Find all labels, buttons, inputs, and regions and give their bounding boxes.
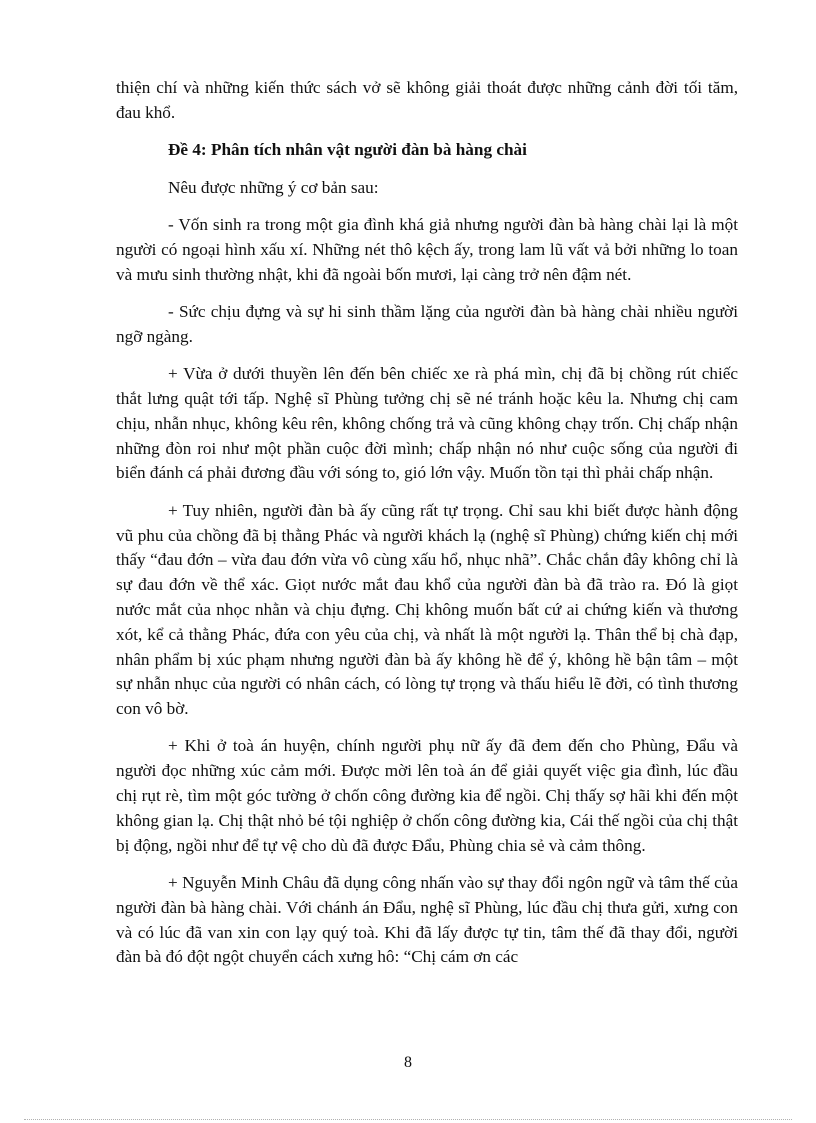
paragraph-court: + Khi ở toà án huyện, chính người phụ nữ ấy đã đem đến cho Phùng, Đẩu và người đọc những xúc cảm mới. Được mời lên toà án để giải quyết việc gia đình, lúc đầu chị rụt rè, tìm một góc tường ở chốn công đường kia để ngồi. Chị thấy sợ hãi khi đến một không gian lạ. Chị thật nhỏ bé tội nghiệp ở chốn công đường kia, Cái thế ngồi của chị thật bị động, ngồi như để tự vệ cho dù đã được Đẩu, Phùng chia sẻ và cảm thông. bbox=[116, 736, 738, 855]
paragraph-beating: + Vừa ở dưới thuyền lên đến bên chiếc xe rà phá mìn, chị đã bị chồng rút chiếc thắt lưng quật tới tấp. Nghệ sĩ Phùng tưởng chị sẽ né tránh hoặc kêu la. Nhưng chị cam chịu, nhẫn nhục, không kêu rên, không chống trả và cũng không chạy trốn. Chị chấp nhận những đòn roi như một phần cuộc đời mình; chấp nhận nó như cuộc sống của người đi biển đánh cá phải đương đầu với sóng to, gió lớn vậy. Muốn tồn tại thì phải chấp nhận. bbox=[116, 364, 738, 483]
page-body bbox=[116, 76, 738, 983]
paragraph-endurance: - Sức chịu đựng và sự hi sinh thầm lặng của người đàn bà hàng chài nhiều người ngỡ ngàng. bbox=[116, 301, 738, 346]
paragraph-self-respect: + Tuy nhiên, người đàn bà ấy cũng rất tự trọng. Chỉ sau khi biết được hành động vũ phu của chồng đã bị thằng Phác và người khách lạ (nghệ sĩ Phùng) chứng kiến chị mới thấy “đau đớn – vừa đau đớn vừa vô cùng xấu hổ, nhục nhã”. Chắc chắn đây không chỉ là sự đau đớn về thể xác. Giọt nước mắt đau khổ của người đàn bà đã trào ra. Đó là giọt nước mắt của nhọc nhằn và chịu đựng. Chị không muốn bất cứ ai chứng kiến và thương xót, kể cả thằng Phác, đứa con yêu của chị, và nhất là một người lạ. Thân thể bị chà đạp, nhân phẩm bị xúc phạm nhưng người đàn bà ấy không hề để ý, không hề bận tâm – một sự nhẫn nhục của người có nhân cách, có lòng tự trọng và thấu hiểu lẽ đời, có tình thương con vô bờ. bbox=[116, 500, 738, 719]
paragraph-intro: Nêu được những ý cơ bản sau: bbox=[168, 177, 379, 197]
page-number: 8 bbox=[404, 1054, 412, 1071]
section-heading: Đề 4: Phân tích nhân vật người đàn bà hàng chài bbox=[168, 140, 527, 160]
paragraph-appearance: - Vốn sinh ra trong một gia đình khá giả nhưng người đàn bà hàng chài lại là một người có ngoại hình xấu xí. Những nét thô kệch ấy, trong lam lũ vất vả bởi những lo toan và mưu sinh thường nhật, khi đã ngoài bốn mươi, lại càng trở nên đậm nét. bbox=[116, 214, 738, 284]
paragraph-language-change: + Nguyễn Minh Châu đã dụng công nhấn vào sự thay đổi ngôn ngữ và tâm thế của người đàn bà hàng chài. Với chánh án Đẩu, nghệ sĩ Phùng, lúc đầu chị thưa gửi, xưng con và có lúc đã van xin con lạy quý toà. Khi đã lấy được tự tin, tâm thế đã thay đổi, người đàn bà đó đột ngột chuyển cách xưng hô: “Chị cám ơn các bbox=[116, 873, 738, 967]
paragraph-continuation: thiện chí và những kiến thức sách vở sẽ không giải thoát được những cảnh đời tối tăm, đau khổ. bbox=[116, 78, 738, 122]
page-bottom-divider bbox=[24, 1119, 792, 1120]
